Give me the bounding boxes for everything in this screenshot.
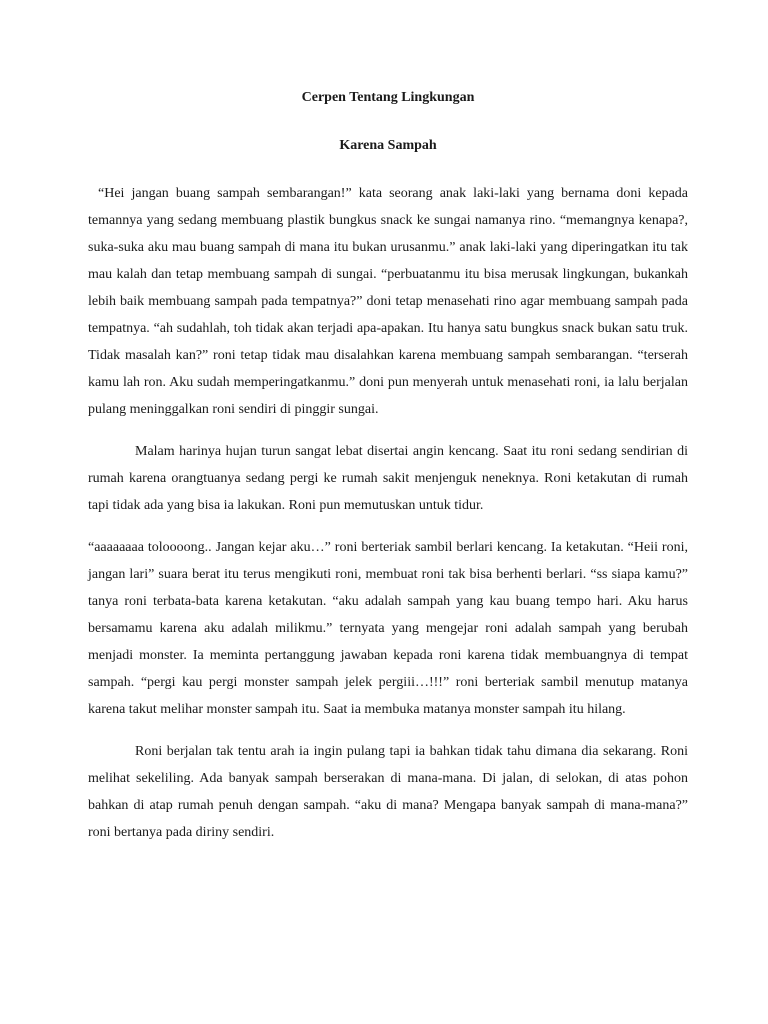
- paragraph-1: “Hei jangan buang sampah sembarangan!” kata seorang anak laki-laki yang bernama doni kepada temannya yang sedang membuang plastik bungkus snack ke sungai namanya rino. “memangnya kenapa?, suka-suka aku mau buang sampah di mana itu bukan urusanmu.” anak laki-laki yang diperingatkan itu tak mau kalah dan tetap membuang sampah di sungai. “perbuatanmu itu bisa merusak lingkungan, bukankah lebih baik membuang sampah pada tempatnya?” doni tetap menasehati rino agar membuang sampah pada tempatnya. “ah sudahlah, toh tidak akan terjadi apa-apakan. Itu hanya satu bungkus snack bukan satu truk. Tidak masalah kan?” roni tetap tidak mau disalahkan karena membuang sampah sembarangan. “terserah kamu lah ron. Aku sudah memperingatkanmu.” doni pun menyerah untuk menasehati roni, ia lalu berjalan pulang meninggalkan roni sendiri di pinggir sungai.: [88, 186, 688, 417]
- document-subtitle: Karena Sampah: [339, 138, 437, 153]
- document-page: [88, 88, 688, 840]
- document-title: Cerpen Tentang Lingkungan: [301, 90, 475, 105]
- paragraph-3: “aaaaaaaa toloooong.. Jangan kejar aku…” roni berteriak sambil berlari kencang. Ia ketakutan. “Heii roni, jangan lari” suara berat itu terus mengikuti roni, membuat roni tak bisa berhenti berlari. “ss siapa kamu?” tanya roni terbata-bata karena ketakutan. “aku adalah sampah yang kau buang tempo hari. Aku harus bersamamu karena aku adalah milikmu.” ternyata yang mengejar roni adalah sampah yang berubah menjadi monster. Ia meminta pertanggung jawaban kepada roni karena tidak membuangnya di tempat sampah. “pergi kau pergi monster sampah jelek pergiii…!!!” roni berteriak sambil menutup matanya karena takut melihar monster sampah itu. Saat ia membuka matanya monster sampah itu hilang.: [88, 540, 688, 717]
- paragraph-2: Malam harinya hujan turun sangat lebat disertai angin kencang. Saat itu roni sedang sendirian di rumah karena orangtuanya sedang pergi ke rumah sakit menjenguk neneknya. Roni ketakutan di rumah tapi tidak ada yang bisa ia lakukan. Roni pun memutuskan untuk tidur.: [88, 444, 688, 513]
- document-body: [88, 180, 688, 861]
- paragraph-4: Roni berjalan tak tentu arah ia ingin pulang tapi ia bahkan tidak tahu dimana dia sekarang. Roni melihat sekeliling. Ada banyak sampah berserakan di mana-mana. Di jalan, di selokan, di atas pohon bahkan di atap rumah penuh dengan sampah. “aku di mana? Mengapa banyak sampah di mana-mana?” roni bertanya pada diriny sendiri.: [88, 744, 688, 840]
